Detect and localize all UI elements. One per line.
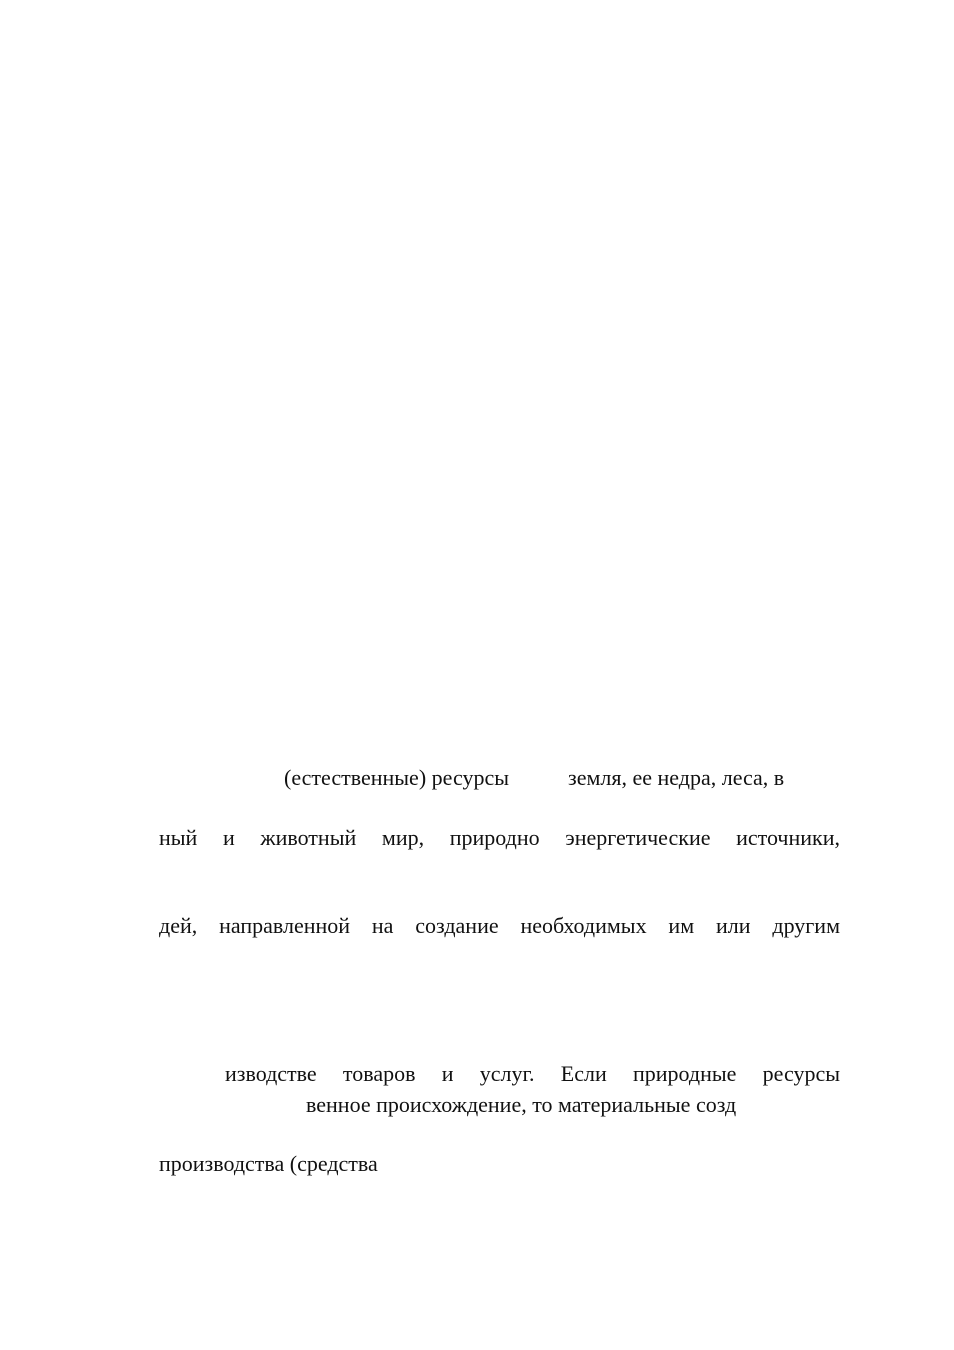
text-line-2: ный и животный мир, природно энергетические источники, (159, 825, 840, 850)
text-line-4: изводстве товаров и услуг. Если природные ресурсы (225, 1061, 840, 1086)
text-line-3: дей, направленной на создание необходимых им или другим (159, 913, 840, 938)
text-line-5: венное происхождение, то материальные созд (306, 1092, 737, 1117)
text-fragment-land: земля, ее недра, леса, в (568, 765, 785, 790)
text-line-6: производства (средства (159, 1151, 378, 1176)
text-fragment-resources: (естественные) ресурсы (284, 765, 509, 790)
